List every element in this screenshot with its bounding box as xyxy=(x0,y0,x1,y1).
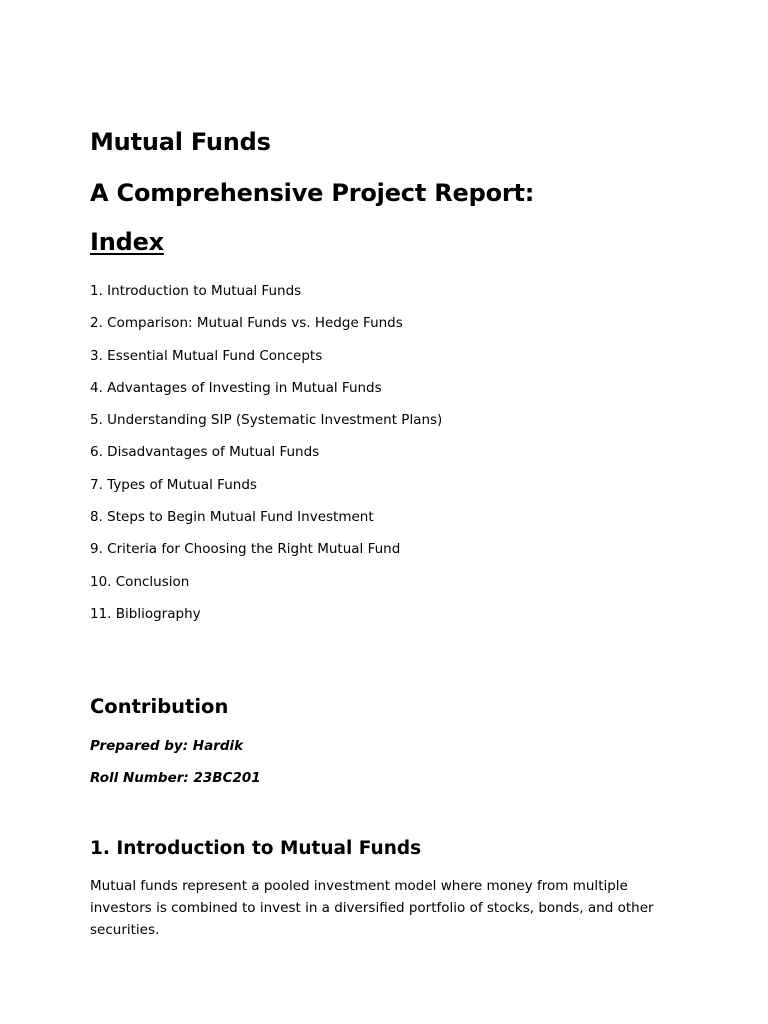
document-subtitle: A Comprehensive Project Report: xyxy=(90,179,535,207)
index-item: 3. Essential Mutual Fund Concepts xyxy=(90,347,323,364)
index-item: 2. Comparison: Mutual Funds vs. Hedge Funds xyxy=(90,315,403,332)
prepared-by: Prepared by: Hardik xyxy=(90,738,244,754)
index-item: 7. Types of Mutual Funds xyxy=(90,476,257,493)
index-item: 1. Introduction to Mutual Funds xyxy=(90,283,302,299)
index-item: 10. Conclusion xyxy=(90,573,190,590)
index-list xyxy=(90,275,442,630)
index-item: 6. Disadvantages of Mutual Funds xyxy=(90,444,320,461)
roll-number: Roll Number: 23BC201 xyxy=(90,770,261,786)
section-heading: 1. Introduction to Mutual Funds xyxy=(90,838,422,859)
contribution-heading: Contribution xyxy=(90,695,229,718)
index-item: 4. Advantages of Investing in Mutual Funds xyxy=(90,379,382,396)
section-paragraph: Mutual funds represent a pooled investment model where money from multiple investors is combined to invest in a diversified portfolio of stocks, bonds, and other securities. xyxy=(90,878,654,938)
index-heading: Index xyxy=(90,228,164,256)
index-item: 8. Steps to Begin Mutual Fund Investment xyxy=(90,509,374,526)
index-item: 9. Criteria for Choosing the Right Mutual Fund xyxy=(90,541,401,558)
document-title: Mutual Funds xyxy=(90,128,271,156)
index-item: 5. Understanding SIP (Systematic Investment Plans) xyxy=(90,412,443,429)
index-item: 11. Bibliography xyxy=(90,605,201,622)
